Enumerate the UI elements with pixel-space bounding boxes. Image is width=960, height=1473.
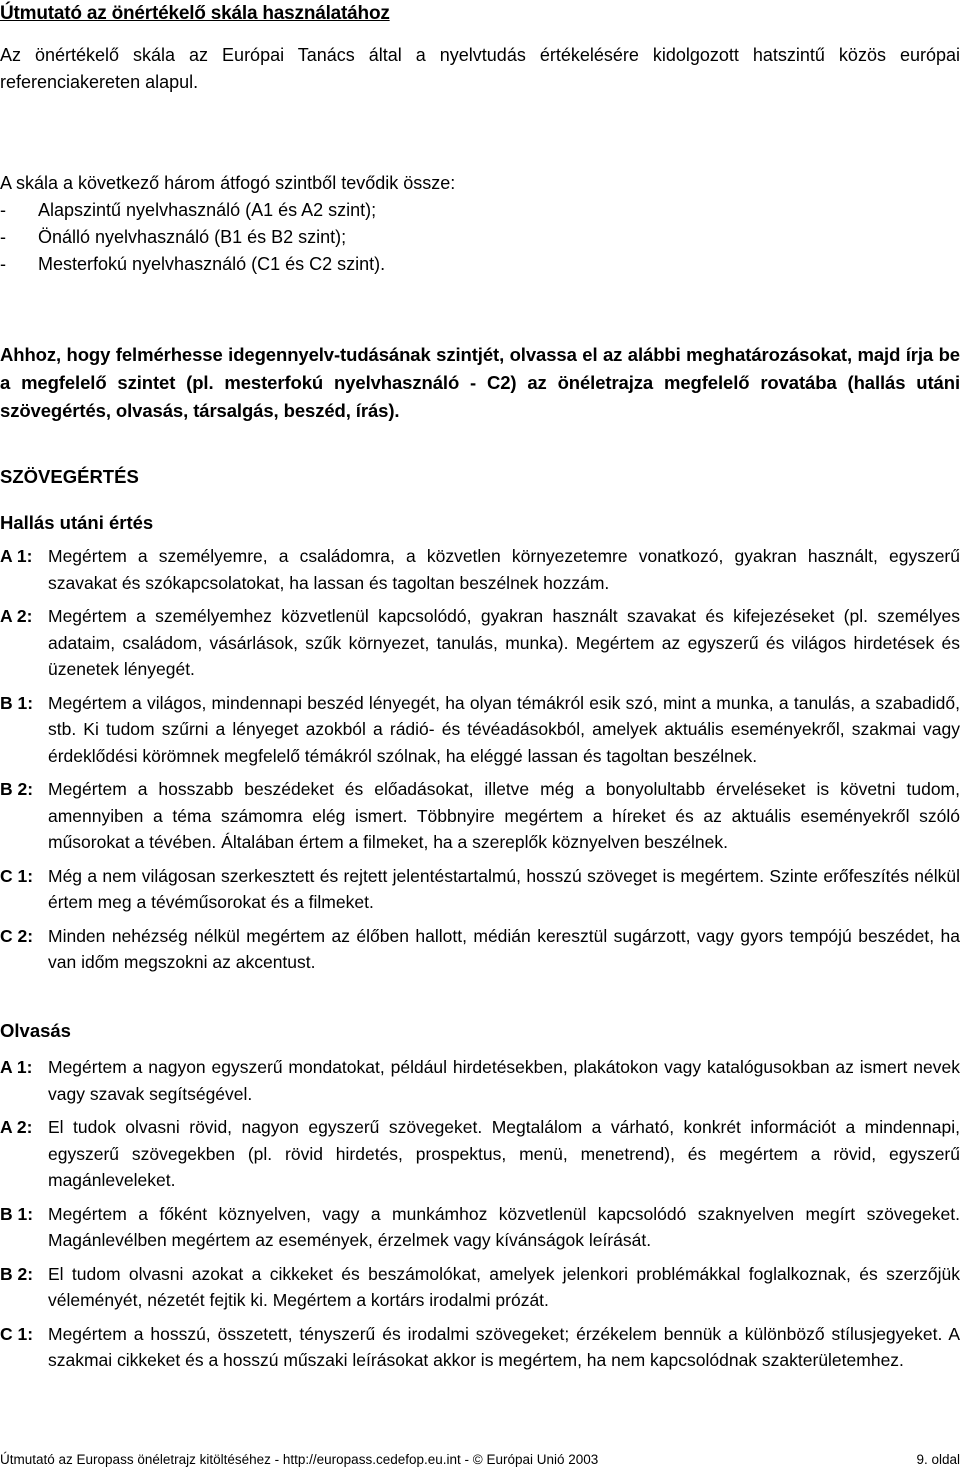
level-row — [0, 1261, 960, 1314]
level-code: A 1: — [0, 1057, 33, 1077]
level-code: C 2: — [0, 925, 34, 946]
level-code: B 2: — [0, 779, 34, 799]
footer-source: Útmutató az Europass önéletrajz kitöltéséhez - http://europass.cedefop.eu.int - © Európai Unió 2003 — [0, 1452, 599, 1467]
level-row — [0, 1321, 960, 1374]
list-item-text: Alapszintű nyelvhasználó (A1 és A2 szint); — [38, 200, 377, 220]
listening-heading: Hallás utáni értés — [0, 512, 154, 533]
section-heading: SZÖVEGÉRTÉS — [0, 466, 139, 487]
page-number: 9. oldal — [916, 1452, 960, 1467]
level-code: B 2: — [0, 1263, 34, 1284]
level-text: Megértem a világos, mindennapi beszéd lényegét, ha olyan témákról esik szó, mint a munka, a tanulás, a szabadidő, stb. Ki tudom szűrni a lényeget azokból a rádió- és tévéadásokból, amelyek aktuális eseményekről, szakmai vagy érdeklődési körömnek megfelelő témákról szólnak, ha eléggé lassan és tagoltan beszélnek. — [48, 692, 960, 766]
level-text: Megértem a főként köznyelven, vagy a munkámhoz közvetlenül kapcsolódó szaknyelven megírt szövegeket. Magánlevélben megértem az események, érzelmek vagy kívánságok leírását. — [48, 1203, 960, 1250]
intro-paragraph: Az önértékelő skála az Európai Tanács által a nyelvtudás értékelésére kidolgozott hatszintű közös európai referenciakereten alapul. — [0, 45, 960, 92]
composition-lead: A skála a következő három átfogó szintből tevődik össze: — [0, 173, 456, 193]
composition-list — [0, 197, 960, 278]
list-item: - Mesterfokú nyelvhasználó (C1 és C2 szint). — [0, 251, 960, 278]
list-item: - Önálló nyelvhasználó (B1 és B2 szint); — [0, 224, 960, 251]
level-row — [0, 863, 960, 916]
level-code: B 1: — [0, 1203, 34, 1224]
list-item-text: Mesterfokú nyelvhasználó (C1 és C2 szint). — [38, 254, 386, 274]
level-row — [0, 776, 960, 856]
instruction-paragraph: Ahhoz, hogy felmérhesse idegennyelv-tudásának szintjét, olvassa el az alábbi meghatározásokat, majd írja be a megfelelő szintet (pl. mesterfokú nyelvhasználó - C2) az önéletrajza megfelelő rovatába (hallás utáni szövegértés, olvasás, társalgás, beszéd, írás). — [0, 344, 960, 421]
level-code: A 2: — [0, 1117, 33, 1137]
reading-heading: Olvasás — [0, 1020, 71, 1041]
list-item: - Alapszintű nyelvhasználó (A1 és A2 szint); — [0, 197, 960, 224]
level-row — [0, 543, 960, 596]
level-row — [0, 603, 960, 683]
level-text: Megértem a személyemhez közvetlenül kapcsolódó, gyakran használt szavakat és kifejezéseket (pl. személyes adataim, családom, vásárlások, szűk környezet, tanulás, munka). Megértem az egyszerű és világos hirdetések és üzenetek lényegét. — [48, 606, 960, 679]
level-row — [0, 1114, 960, 1194]
composition-block — [0, 170, 960, 278]
level-row — [0, 1054, 960, 1107]
page-footer — [0, 1452, 960, 1467]
level-code: A 1: — [0, 546, 33, 566]
level-code: C 1: — [0, 865, 34, 886]
level-row — [0, 1201, 960, 1254]
level-text: Még a nem világosan szerkesztett és rejtett jelentéstartalmú, hosszú szöveget is megértem. Szinte erőfeszítés nélkül értem meg a tévéműsorokat és a filmeket. — [48, 865, 960, 912]
list-item-text: Önálló nyelvhasználó (B1 és B2 szint); — [38, 227, 347, 247]
level-code: B 1: — [0, 692, 34, 713]
reading-levels — [0, 1054, 960, 1381]
listening-levels — [0, 543, 960, 983]
document-title: Útmutató az önértékelő skála használatához — [0, 3, 390, 24]
level-text: El tudok olvasni rövid, nagyon egyszerű szövegeket. Megtalálom a várható, konkrét információt a mindennapi, egyszerű szövegekben (pl. rövid hirdetés, prospektus, menü, menetrend), és megértem a rövid, egyszerű magánleveleket. — [48, 1117, 960, 1190]
level-text: Megértem a hosszú, összetett, tényszerű és irodalmi szövegeket; érzékelem bennük a különböző stílusjegyeket. A szakmai cikkeket és a hosszú műszaki leírásokat akkor is megértem, ha nem kapcsolódnak szakterületemhez. — [48, 1323, 960, 1370]
level-text: Megértem a hosszabb beszédeket és előadásokat, illetve még a bonyolultabb érveléseket is követni tudom, amennyiben a téma számomra elég ismert. Többnyire megértem a híreket és az aktuális eseményekről szóló műsorokat a tévében. Általában értem a filmeket, ha a szereplők köznyelven beszélnek. — [48, 779, 960, 852]
level-code: C 1: — [0, 1323, 34, 1344]
level-text: Megértem a személyemre, a családomra, a közvetlen környezetemre vonatkozó, gyakran használt, egyszerű szavakat és szókapcsolatokat, ha lassan és tagoltan beszélnek hozzám. — [48, 546, 960, 593]
level-code: A 2: — [0, 606, 33, 626]
level-row — [0, 690, 960, 770]
level-text: Minden nehézség nélkül megértem az élőben hallott, médián keresztül sugárzott, vagy gyors tempójú beszédet, ha van időm megszokni az akcentust. — [48, 925, 960, 972]
level-text: El tudom olvasni azokat a cikkeket és beszámolókat, amelyek jelenkori problémákkal foglalkoznak, és szerzőjük véleményét, nézetét fejtik ki. Megértem a kortárs irodalmi prózát. — [48, 1263, 960, 1310]
level-text: Megértem a nagyon egyszerű mondatokat, például hirdetésekben, plakátokon vagy katalógusokban az ismert nevek vagy szavak segítségével. — [48, 1057, 960, 1104]
level-row — [0, 923, 960, 976]
